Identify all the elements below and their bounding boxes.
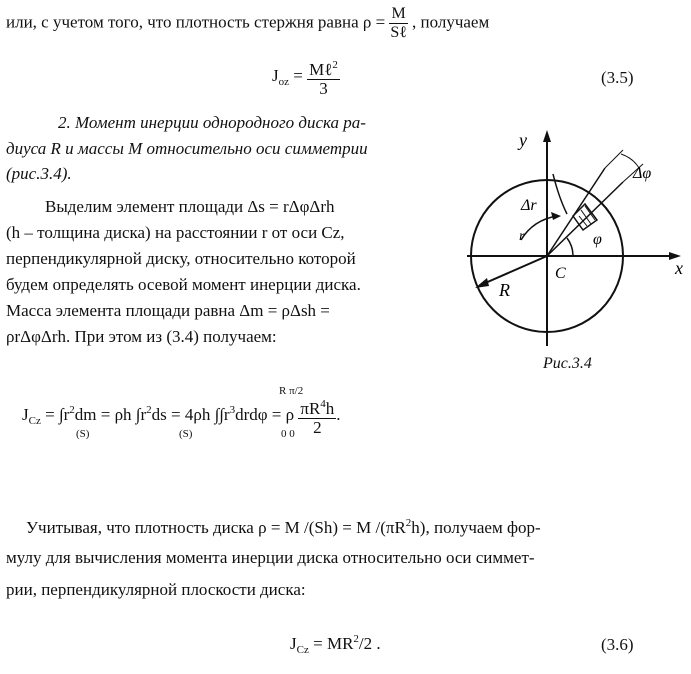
disk-figure: [455, 118, 691, 358]
int-fraction: [298, 395, 336, 437]
int-frac-den: 2: [313, 418, 322, 437]
int-limit-upper: R π/2: [279, 385, 304, 397]
int-frac-sup: 4: [320, 398, 326, 410]
int-part2: ds = 4ρh: [151, 404, 211, 424]
eq36-label: (3.6): [601, 635, 634, 654]
para2-line1: Выделим элемент площади Δs = rΔφΔrh: [45, 197, 335, 216]
figure-caption: Рис.3.4: [543, 355, 592, 372]
dphi-ext-1: [605, 150, 623, 168]
radius-line: [483, 256, 547, 284]
section2-line3: (рис.3.4).: [6, 164, 72, 183]
label-phi: φ: [593, 231, 602, 248]
int-frac-tail: h: [325, 399, 335, 418]
para3-line1: [26, 513, 541, 538]
eq35-lhs: J: [272, 65, 279, 85]
para3-text-d: , получаем фор-: [425, 518, 541, 537]
para3-line2: мулу для вычисления момента инерции диска относительно оси симмет-: [6, 548, 535, 567]
int-double: ∫∫r: [214, 404, 230, 424]
int-part1: = ∫r: [45, 404, 70, 424]
label-r-big: R: [499, 280, 510, 300]
int-period: .: [336, 404, 341, 424]
int-lhs-sub: Cz: [28, 414, 41, 427]
int-sup2b: 2: [146, 403, 152, 416]
section2-line1: 2. Момент инерции однородного диска ра-: [58, 113, 366, 132]
para3-line3: рии, перпендикулярной плоскости диска:: [6, 580, 306, 599]
int-frac-num: πR: [300, 399, 321, 418]
label-c: C: [555, 265, 566, 282]
para3-formula-sup: 2: [405, 517, 412, 529]
int-part3: drdφ = ρ: [235, 404, 295, 424]
eq36-lhs: J: [290, 634, 297, 653]
label-r-small: r: [519, 229, 525, 244]
rho-equals: ρ =: [362, 12, 386, 32]
equation-3-6: [290, 633, 381, 656]
label-x: x: [675, 258, 683, 278]
int-sup2a: 2: [69, 403, 75, 416]
density-denominator: Sℓ: [390, 24, 407, 41]
label-dphi: Δφ: [633, 165, 652, 182]
int-limit-lower: 0 0: [281, 428, 295, 440]
para3-formula: ρ = M /(Sh) = M /(πR: [258, 518, 406, 537]
para2-line3: перпендикулярной диску, относительно которой: [6, 249, 356, 268]
para2-line5: Масса элемента площади равна Δm = ρΔsh =: [6, 301, 330, 320]
para2-line6: ρrΔφΔrh. При этом из (3.4) получаем:: [6, 327, 277, 346]
eq35-den: 3: [319, 79, 328, 98]
label-y: y: [519, 130, 527, 150]
int-part1b: dm = ρh ∫r: [74, 404, 147, 424]
density-numerator: M: [391, 5, 406, 22]
eq35-num: Mℓ: [309, 60, 333, 79]
para2-line4: будем определять осевой момент инерции диска.: [6, 275, 361, 294]
eq36-tail: /2 .: [358, 634, 381, 653]
eq36-lhs-sub: Cz: [296, 644, 309, 656]
eq35-label: (3.5): [601, 68, 634, 87]
r-arc: [521, 216, 557, 240]
equation-3-5: [272, 56, 340, 98]
density-fraction: [389, 5, 407, 42]
dr-pointer: [553, 174, 567, 214]
eq35-equals: =: [293, 65, 303, 85]
intro-tail: , получаем: [411, 12, 490, 32]
radius-arrow: [475, 278, 489, 288]
r-arc-arrow: [551, 212, 561, 220]
section2-line2: диуса R и массы M относительно оси симметрии: [6, 139, 368, 158]
int-sup3: 3: [229, 403, 236, 416]
para2-line2: (h – толщина диска) на расстоянии r от оси Cz,: [6, 223, 345, 242]
y-axis-arrow: [543, 130, 551, 142]
int-limit-s2: (S): [179, 428, 193, 440]
eq35-fraction: [307, 56, 340, 98]
para3-text-a: Учитывая, что плотность диска: [26, 518, 254, 537]
eq36-sup: 2: [353, 633, 359, 645]
intro-line: [6, 5, 489, 42]
eq36-rhs: = MR: [313, 634, 354, 653]
int-lhs: J: [22, 404, 29, 424]
phi-arc: [567, 238, 573, 256]
eq35-lhs-sub: oz: [278, 75, 290, 88]
intro-text: или, с учетом того, что плотность стержня равна: [6, 12, 359, 32]
label-dr: Δr: [521, 197, 537, 214]
int-limit-s1: (S): [76, 428, 90, 440]
eq35-num-sup: 2: [332, 59, 338, 71]
para3-formula-tail: h): [411, 518, 426, 537]
